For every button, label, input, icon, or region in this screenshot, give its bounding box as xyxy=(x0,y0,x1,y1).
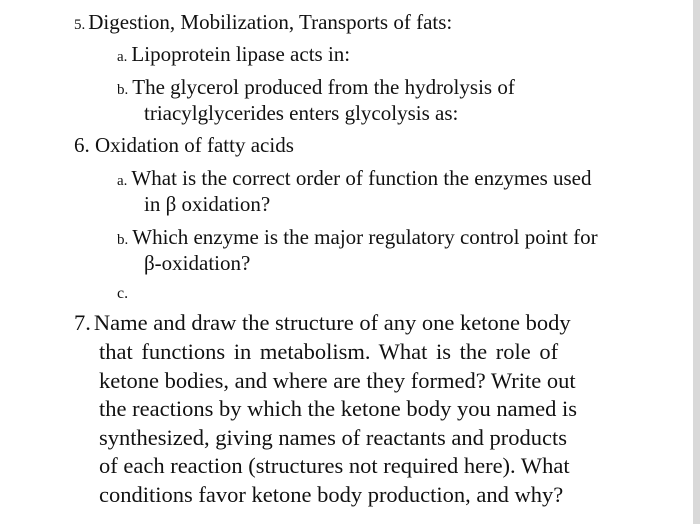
section-6c-marker: c. xyxy=(117,285,129,302)
section-6b-marker: b. xyxy=(117,232,129,248)
section-7-text-line7: conditions favor ketone body production, and why? xyxy=(99,482,564,507)
section-7-text-line4: the reactions by which the ketone body you named is xyxy=(99,396,578,421)
section-7-text-line5: synthesized, giving names of reactants and products xyxy=(99,425,567,450)
section-5a-marker: a. xyxy=(117,49,128,65)
page-edge-shadow xyxy=(693,0,700,524)
section-5-heading xyxy=(74,12,452,33)
section-7-text-line1: Name and draw the structure of any one ketone body xyxy=(93,310,571,335)
section-6a-marker: a. xyxy=(117,173,128,189)
section-6-number: 6. xyxy=(74,133,90,157)
section-6a-question xyxy=(117,168,592,189)
section-6b-question xyxy=(117,227,598,248)
section-5a-text: Lipoprotein lipase acts in: xyxy=(131,42,351,66)
section-7-line-1 xyxy=(74,312,571,335)
section-6-title: Oxidation of fatty acids xyxy=(95,133,294,157)
section-7-text-line6: of each reaction (structures not required here). What xyxy=(99,453,570,478)
section-5-number: 5. xyxy=(74,17,86,33)
section-6a-text-line2: in β oxidation? xyxy=(144,192,271,216)
section-6b-text-line1: Which enzyme is the major regulatory control point for xyxy=(132,225,598,249)
section-5a-question xyxy=(117,44,350,65)
section-7-text-line2: that functions in metabolism. What is the role of xyxy=(99,339,559,364)
section-6a-text-line1: What is the correct order of function the enzymes used xyxy=(131,166,592,190)
section-7-text-line3: ketone bodies, and where are they formed? Write out xyxy=(99,368,576,393)
section-7-number: 7. xyxy=(74,310,91,335)
section-6-heading xyxy=(74,135,294,156)
section-5b-text-line2: triacylglycerides enters glycolysis as: xyxy=(144,101,459,125)
section-5b-question xyxy=(117,77,515,98)
section-5b-marker: b. xyxy=(117,82,129,98)
section-5b-text-line1: The glycerol produced from the hydrolysis of xyxy=(132,75,515,99)
section-5-title: Digestion, Mobilization, Transports of fats: xyxy=(88,10,453,34)
section-6b-text-line2: β-oxidation? xyxy=(144,251,251,275)
